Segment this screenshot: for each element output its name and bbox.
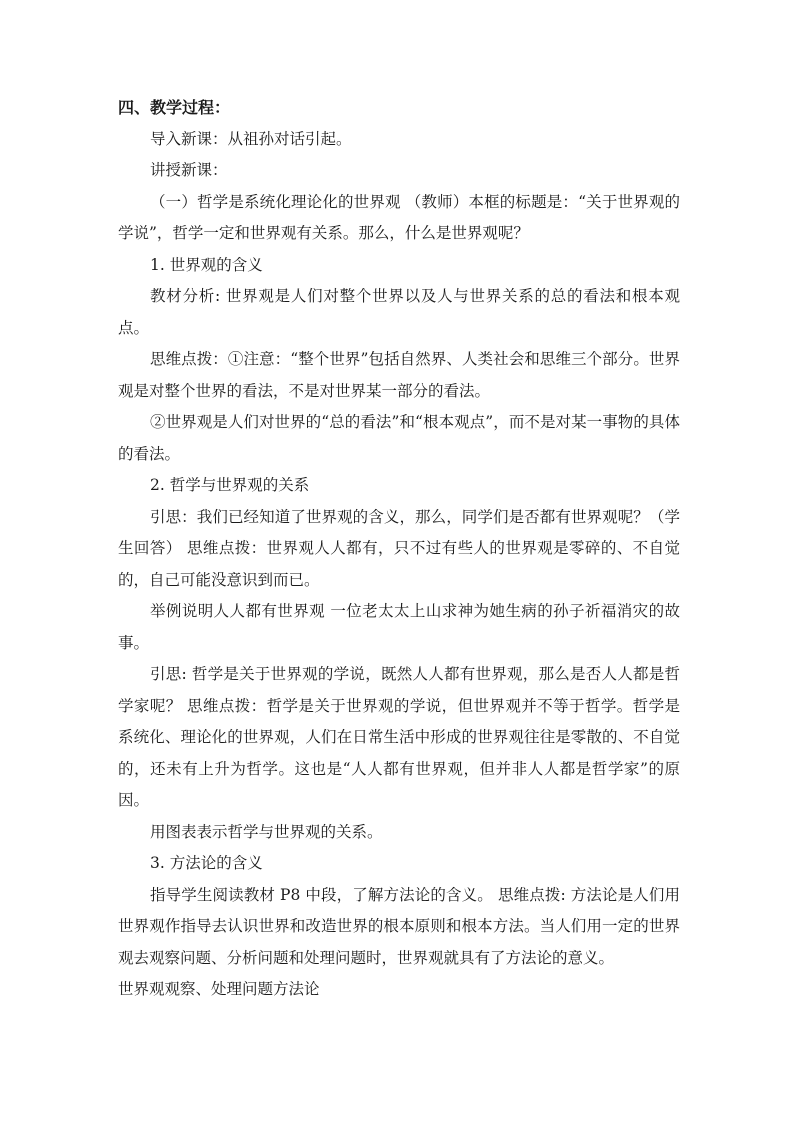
paragraph-lecture: 讲授新课： xyxy=(150,161,228,179)
document-body xyxy=(118,92,680,1006)
subheading-philosophy-worldview: 2. 哲学与世界观的关系 xyxy=(150,476,310,494)
section-heading: 四、教学过程： xyxy=(118,98,231,117)
paragraph-thinking-tip-1: 思维点拨：①注意：“整个世界”包括自然界、人类社会和思维三个部分。世界观是对整个世界的看法，不是对世界某一部分的看法。 xyxy=(118,350,680,400)
paragraph-intro: 导入新课：从祖孙对话引起。 xyxy=(150,129,352,148)
paragraph-methodology: 指导学生阅读教材 P8 中段，了解方法论的含义。 思维点拨: 方法论是人们用世界观作指导去认识世界和改造世界的根本原则和根本方法。当人们用一定的世界观去观察问题、分析问题和处理问题时，世界观就具有了方法论的意义。 xyxy=(118,885,680,967)
paragraph-textbook-analysis: 教材分析: 世界观是人们对整个世界以及人与世界关系的总的看法和根本观点。 xyxy=(118,287,680,337)
paragraph-summary: 世界观观察、处理问题方法论 xyxy=(118,980,320,998)
paragraph-thinking-tip-2: ②世界观是人们对世界的“总的看法”和“根本观点”，而不是对某一事物的具体的看法。 xyxy=(118,413,680,463)
paragraph-part-one: （一）哲学是系统化理论化的世界观 （教师）本框的标题是：“关于世界观的学说”，哲学一定和世界观有关系。那么，什么是世界观呢？ xyxy=(118,192,680,242)
paragraph-question-2: 引思: 哲学是关于世界观的学说，既然人人都有世界观，那么是否人人都是哲学家呢？ 思维点拨：哲学是关于世界观的学说，但世界观并不等于哲学。哲学是系统化、理论化的世界观，人们在日常生活中形成的世界观往往是零散的、不自觉的，还未有上升为哲学。这也是“人人都有世界观，但并非人人都是哲学家”的原因。 xyxy=(118,665,680,809)
subheading-worldview-meaning: 1. 世界观的含义 xyxy=(150,255,263,274)
paragraph-question-1: 引思：我们已经知道了世界观的含义，那么，同学们是否都有世界观呢？（学生回答） 思维点拨：世界观人人都有，只不过有些人的世界观是零碎的、不自觉的，自己可能没意识到而已。 xyxy=(118,507,680,589)
subheading-methodology: 3. 方法论的含义 xyxy=(150,854,263,872)
paragraph-example: 举例说明人人都有世界观 一位老太太上山求神为她生病的孙子祈福消灾的故事。 xyxy=(118,602,680,652)
paragraph-chart-note: 用图表表示哲学与世界观的关系。 xyxy=(150,822,383,841)
